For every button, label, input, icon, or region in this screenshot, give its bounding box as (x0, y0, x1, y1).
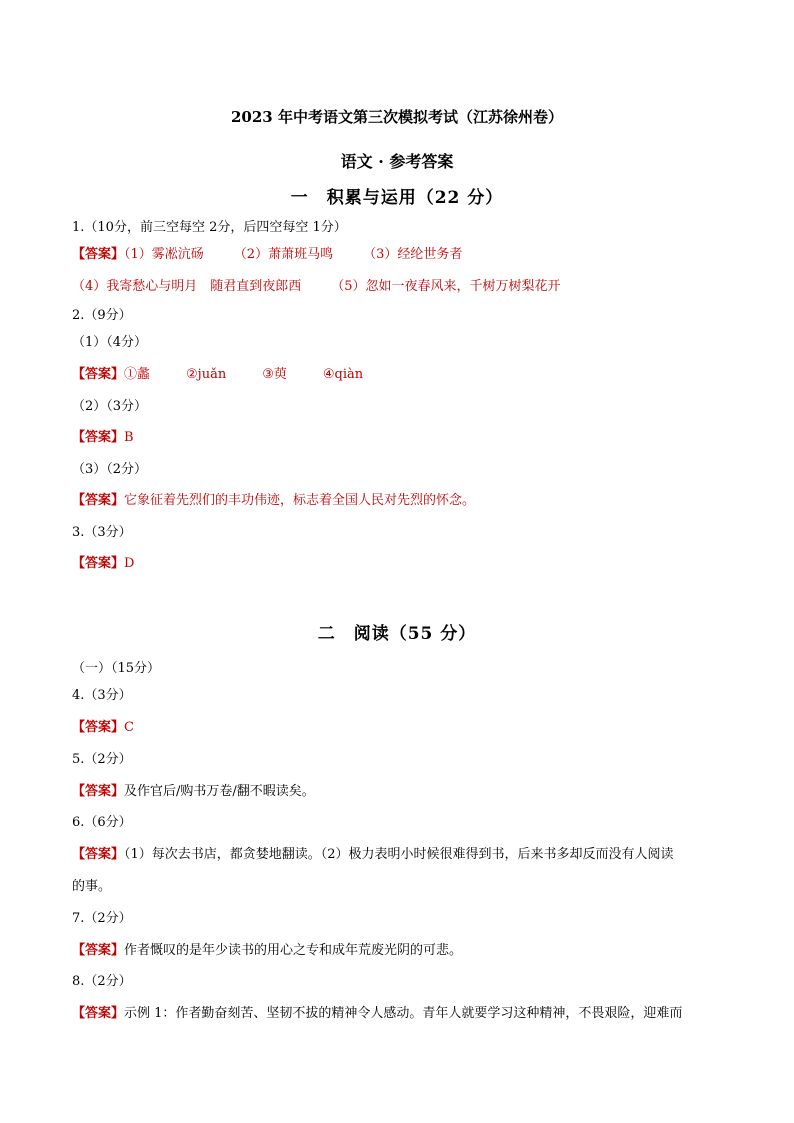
question-2-part-1-answer (72, 363, 363, 382)
answer-q6-line-1: （1）每次去书店，都贪婪地翻读。（2）极力表明小时候很难得到书，后来书多却反而没有人阅读 (124, 847, 674, 862)
answer-tag: 【答案】 (72, 720, 125, 735)
answer-tag: 【答案】 (72, 556, 125, 571)
question-3-header: 3.（3分） (72, 525, 132, 540)
section-heading-1: 一 积累与运用（22 分） (290, 188, 504, 208)
question-4-header: 4.（3分） (72, 688, 132, 703)
question-7-header: 7.（2分） (72, 911, 132, 926)
part-1-header: （一）（15分） (72, 661, 161, 676)
answer-q4: C (124, 720, 134, 735)
answer-q7: 作者慨叹的是年少读书的用心之专和成年荒废光阴的可悲。 (124, 943, 463, 958)
answer-q2-2: B (124, 430, 134, 445)
section-heading-2: 二 阅读（55 分） (317, 624, 477, 644)
answer-tag: 【答案】 (72, 784, 125, 799)
answer-q1-4: （4）我寄愁心与明月 随君直到夜郎西 (72, 279, 302, 294)
answer-q5: 及作官后/购书万卷/翻不暇读矣。 (124, 784, 315, 799)
question-7-answer (72, 939, 462, 958)
answer-tag: 【答案】 (72, 847, 125, 862)
question-3-answer (72, 552, 134, 571)
question-8-answer (72, 1002, 682, 1021)
document-title: 2023 年中考语文第三次模拟考试（江苏徐州卷） (231, 108, 563, 126)
answer-tag: 【答案】 (72, 493, 125, 508)
answer-tag: 【答案】 (72, 247, 125, 262)
question-1-header: 1.（10分，前三空每空 2分，后四空每空 1分） (72, 220, 347, 235)
question-4-answer (72, 716, 134, 735)
question-2-part-3-header: （3）（2分） (72, 462, 148, 477)
question-2-part-1-header: （1）（4分） (72, 335, 148, 350)
answer-tag: 【答案】 (72, 430, 125, 445)
question-6-answer-line-2: 的事。 (72, 879, 112, 894)
question-5-answer (72, 780, 315, 799)
question-1-answer-row-1 (72, 243, 462, 262)
question-8-header: 8.（2分） (72, 974, 132, 989)
answer-q1-5: （5）忽如一夜春风来，千树万树梨花开 (331, 279, 561, 294)
question-5-header: 5.（2分） (72, 752, 132, 767)
answer-q2-1-2: ②juǎn (186, 367, 227, 382)
answer-tag: 【答案】 (72, 1006, 125, 1021)
answer-q1-3: （3）经纶世务者 (363, 247, 463, 262)
answer-q1-2: （2）萧萧班马鸣 (233, 247, 334, 262)
answer-tag: 【答案】 (72, 943, 125, 958)
answer-tag: 【答案】 (72, 367, 125, 382)
answer-q2-1-1: ①蠡 (124, 367, 151, 382)
answer-q2-1-4: ④qiàn (322, 367, 364, 382)
question-2-part-2-answer (72, 426, 134, 445)
answer-q3: D (124, 556, 135, 571)
question-6-header: 6.（6分） (72, 815, 132, 830)
question-1-answer-row-2 (72, 275, 561, 294)
answer-q2-3: 它象征着先烈们的丰功伟迹，标志着全国人民对先烈的怀念。 (124, 493, 476, 508)
question-2-part-2-header: （2）（3分） (72, 399, 148, 414)
question-6-answer-line-1 (72, 843, 674, 862)
answer-q8: 示例 1：作者勤奋刻苦、坚韧不拔的精神令人感动。青年人就要学习这种精神，不畏艰险，迎难而 (124, 1006, 683, 1021)
question-2-part-3-answer (72, 489, 475, 508)
document-subtitle: 语文 · 参考答案 (340, 152, 454, 171)
question-2-header: 2.（9分） (72, 308, 132, 323)
answer-q1-1: （1）雾凇沆砀 (124, 247, 204, 262)
answer-q2-1-3: ③萸 (262, 367, 287, 382)
